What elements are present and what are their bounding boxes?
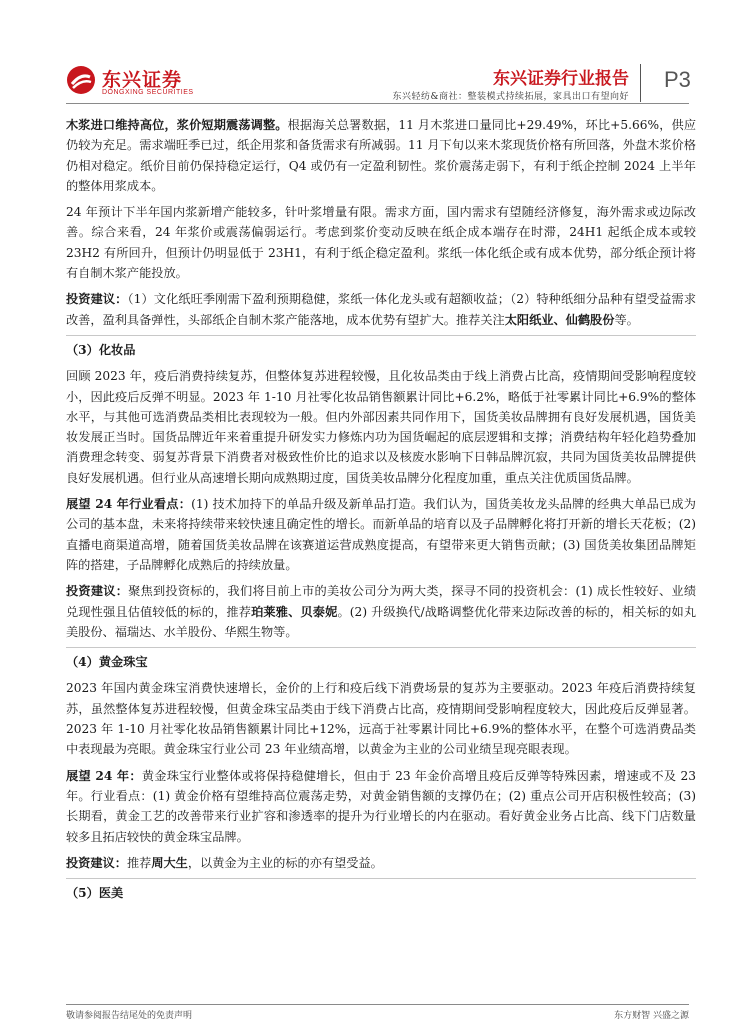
logo-mark-icon bbox=[66, 65, 96, 95]
company-logo bbox=[66, 62, 196, 102]
paragraph-pulp-import bbox=[66, 115, 696, 196]
logo-text-en: DONGXING SECURITIES bbox=[102, 89, 194, 96]
paragraph-cosmetics-review bbox=[66, 366, 696, 488]
recommended-stocks: 周大生 bbox=[151, 855, 188, 870]
report-subtitle: 东兴轻纺&商社：整装模式持续拓展，家具出口有望向好 bbox=[392, 92, 629, 102]
recommended-stocks: 珀莱雅、贝泰妮 bbox=[251, 604, 338, 619]
paragraph-text: 24 年预计下半年国内浆新增产能较多，针叶浆增量有限。需求方面，国内需求有望随经济修复，海外需求或边际改善。综合来看，24 年浆价或震荡偏弱运行。考虑到浆价变动反映在纸企成本端存在时滞，24H1 起纸企成本或较 23H2 有所回升，但预计仍明显低于 23H1，有利于纸企稳定盈利。浆纸一体化纸企或有成本优势，部分纸企预计将有自制木浆产能投放。 bbox=[66, 205, 696, 281]
paragraph-text: 回顾 2023 年，疫后消费持续复苏，但整体复苏进程较慢，且化妆品类由于线上消费占比高，疫情期间受影响程度较小，因此疫后反弹不明显。2023 年 1-10 月社零化妆品销售额累计同比+6.2%，略低于社零累计同比+6.9%的整体水平，与其他可选消费品类相比表现较为一般。但内外部因素共同作用下，国货美妆品牌拥有良好发展机遇，国货美妆发展正当时。国货品牌近年来着重提升研发实力修炼内功为国货崛起的底层逻辑和支撑；消费结构年轻化趋势叠加消费理念转变、弱复苏背景下消费者对极致性价比的追求以及核废水影响下日韩品牌沉寂，共同为国货美妆品牌提供良好发展机遇。但行业从高速增长期向成熟期过度，国货美妆品牌分化程度加重，重点关注优质国货品牌。 bbox=[66, 369, 696, 485]
paragraph-jewelry-review bbox=[66, 678, 696, 759]
footer-rule bbox=[66, 1004, 689, 1005]
paragraph-heading: 投资建议： bbox=[66, 584, 129, 599]
footer-slogan: 东方财智 兴盛之源 bbox=[614, 1011, 689, 1021]
paragraph-text: 等。 bbox=[614, 312, 639, 327]
recommended-stocks: 太阳纸业、仙鹤股份 bbox=[504, 312, 615, 327]
paragraph-heading: 展望 24 年： bbox=[66, 768, 142, 783]
paragraph-text: (1) 技术加持下的单品升级及新单品打造。我们认为，国货美妆龙头品牌的经典大单品已成为公司的基本盘，未来将持续带来较快速且确定性的增长。而新单品的培育以及子品牌孵化将打开新的增长天花板；(2) 直播电商渠道高增，随着国货美妆品牌在该赛道运营成熟度提高，有望带来更大销售贡献；(3) 国货美妆集团品牌矩阵的搭建，子品牌孵化成熟后的持续放量。 bbox=[66, 497, 696, 572]
header-rule bbox=[66, 103, 689, 104]
paragraph-pulp-outlook bbox=[66, 202, 696, 283]
paragraph-text: 2023 年国内黄金珠宝消费快速增长，金价的上行和疫后线下消费场景的复苏为主要驱动。2023 年疫后消费持续复苏，虽然整体复苏进程较慢，但黄金珠宝品类由于线下消费占比高，疫情期间受影响程度较大，因此疫后反弹显著。2023 年 1-10 月社零化妆品销售额累计同比+12%，远高于社零累计同比+6.9%的整体水平，在整个可选消费品类中表现最为亮眼。黄金珠宝行业公司 23 年业绩高增，以黄金为主业的公司业绩呈现亮眼表现。 bbox=[66, 681, 696, 757]
paragraph-heading: 木浆进口维持高位，浆价短期震荡调整。 bbox=[66, 118, 288, 132]
paragraph-text: 聚焦到投资标的，我们将目前上市的美妆公司分为两大类，探寻不同的投资机会：(1) 成长性较好、业绩兑现性强且估值较低的标的，推荐 bbox=[66, 584, 697, 619]
paragraph-paper-investment bbox=[66, 289, 696, 330]
paragraph-jewelry-outlook bbox=[66, 766, 696, 847]
paragraph-text: 。(2) 升级换代/战略调整优化带来边际改善的标的，相关标的如丸美股份、福瑞达、水羊股份、华熙生物等。 bbox=[66, 604, 697, 639]
paragraph-cosmetics-outlook bbox=[66, 494, 696, 575]
section-divider bbox=[66, 647, 696, 648]
footer-disclaimer: 敬请参阅报告结尾处的免责声明 bbox=[66, 1011, 193, 1021]
logo-text-cn: 东兴证券 bbox=[102, 69, 183, 91]
paragraph-text: （1）文化纸旺季刚需下盈利预期稳健，浆纸一体化龙头或有超额收益；（2）特种纸细分品种有望受益需求改善，盈利具备弹性，头部纸企自制木浆产能落地，成本优势有望扩大。推荐关注 bbox=[66, 292, 697, 327]
section-title-cosmetics: （3）化妆品 bbox=[66, 342, 136, 357]
paragraph-text: 根据海关总署数据，11 月木浆进口量同比+29.49%，环比+5.66%，供应仍较为充足。需求端旺季已过，纸企用浆和备货需求有所减弱。11 月下旬以来木浆现货价格有所回落，外盘木浆价格仍相对稳定。纸价目前仍保持稳定运行，Q4 或仍有一定盈利韧性。浆价震荡走弱下，有利于纸企控制 2024 上半年的整体用浆成本。 bbox=[66, 118, 697, 193]
paragraph-cosmetics-investment bbox=[66, 581, 696, 642]
paragraph-heading: 投资建议： bbox=[66, 292, 128, 307]
paragraph-heading: 投资建议： bbox=[66, 855, 127, 870]
paragraph-heading: 展望 24 年行业看点： bbox=[66, 497, 192, 512]
section-title-jewelry: （4）黄金珠宝 bbox=[66, 655, 148, 670]
page-number: P3 bbox=[664, 67, 691, 92]
section-divider bbox=[66, 878, 696, 879]
page-header bbox=[0, 0, 755, 105]
paragraph-jewelry-investment bbox=[66, 853, 696, 873]
section-divider bbox=[66, 335, 696, 336]
paragraph-text: 推荐 bbox=[126, 855, 152, 870]
paragraph-text: 黄金珠宝行业整体或将保持稳健增长，但由于 23 年金价高增且疫后反弹等特殊因素，增速或不及 23 年。行业看点：(1) 黄金价格有望维持高位震荡走势，对黄金销售额的支撑仍在；(2) 重点公司开店积极性较高；(3) 长期看，黄金工艺的改善带来行业扩容和渗透率的提升为行业增长的内在驱动。看好黄金业务占比高、线下门店数量较多且拓店较快的黄金珠宝品牌。 bbox=[66, 768, 696, 844]
report-title: 东兴证券行业报告 bbox=[493, 69, 629, 89]
section-title-medical-aesthetics: （5）医美 bbox=[66, 886, 124, 901]
paragraph-text: ，以黄金为主业的标的亦有望受益。 bbox=[187, 855, 383, 870]
main-content bbox=[66, 115, 696, 909]
header-divider bbox=[640, 64, 641, 102]
